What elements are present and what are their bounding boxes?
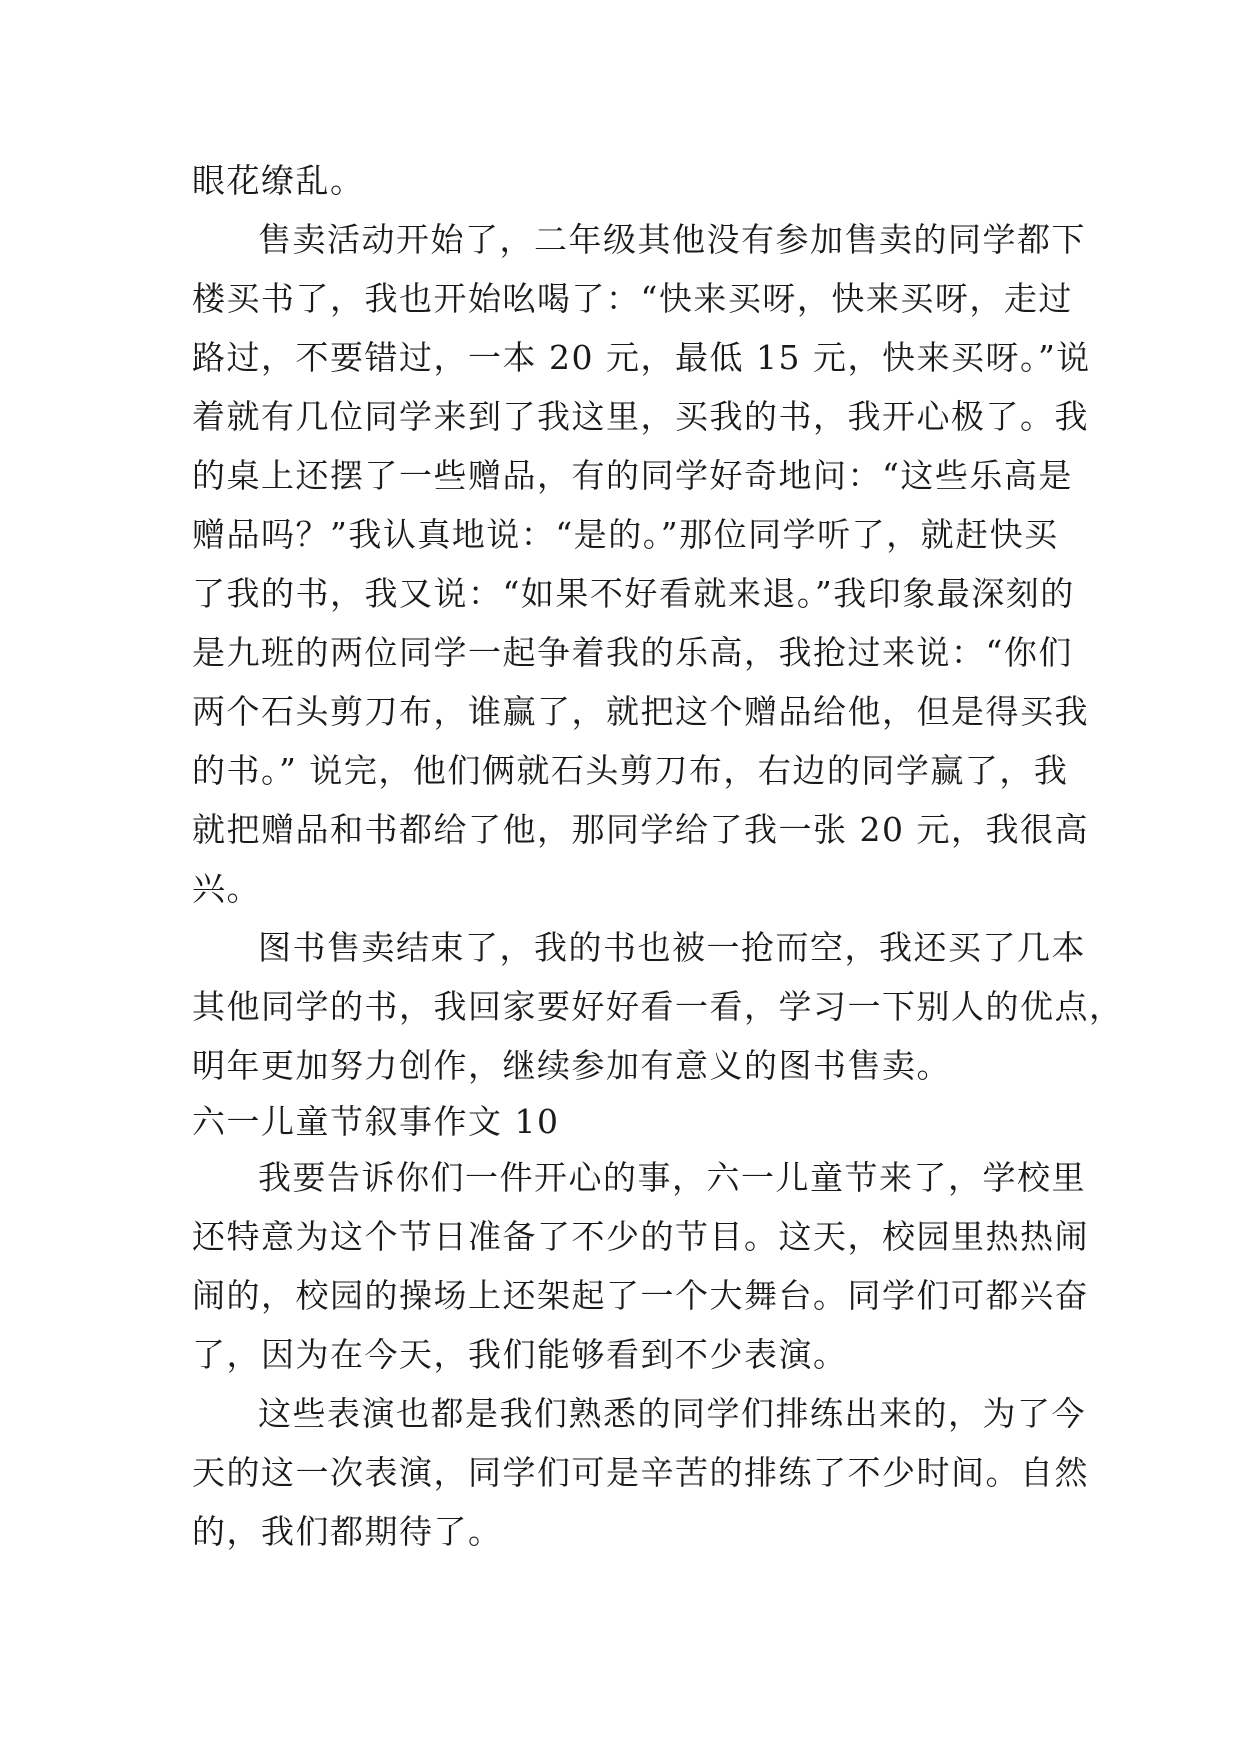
text-line: 明年更加努力创作，继续参加有意义的图书售卖。	[192, 1046, 951, 1085]
text-line: 的书。” 说完，他们俩就石头剪刀布，右边的同学赢了，我	[192, 751, 1069, 790]
paragraph-first-line: 图书售卖结束了，我的书也被一抢而空，我还买了几本	[258, 928, 1086, 967]
text-line: 赠品吗？”我认真地说：“是的。”那位同学听了，就赶快买	[192, 515, 1059, 554]
text-line: 两个石头剪刀布，谁赢了，就把这个赠品给他，但是得买我	[192, 692, 1089, 731]
text-line: 眼花缭乱。	[192, 161, 365, 200]
text-line: 了我的书，我又说：“如果不好看就来退。”我印象最深刻的	[192, 574, 1075, 613]
text-line: 还特意为这个节日准备了不少的节目。这天，校园里热热闹	[192, 1217, 1089, 1256]
text-line: 是九班的两位同学一起争着我的乐高，我抢过来说：“你们	[192, 633, 1073, 672]
text-line: 了，因为在今天，我们能够看到不少表演。	[192, 1335, 848, 1374]
text-line: 楼买书了，我也开始吆喝了：“快来买呀，快来买呀，走过	[192, 279, 1073, 318]
paragraph-first-line: 我要告诉你们一件开心的事，六一儿童节来了，学校里	[258, 1158, 1086, 1197]
text-line: 天的这一次表演，同学们可是辛苦的排练了不少时间。自然	[192, 1453, 1089, 1492]
paragraph-first-line: 这些表演也都是我们熟悉的同学们排练出来的，为了今	[258, 1394, 1086, 1433]
text-line: 的桌上还摆了一些赠品，有的同学好奇地问：“这些乐高是	[192, 456, 1073, 495]
text-line: 闹的，校园的操场上还架起了一个大舞台。同学们可都兴奋	[192, 1276, 1089, 1315]
text-line: 的，我们都期待了。	[192, 1512, 503, 1551]
text-line: 着就有几位同学来到了我这里，买我的书，我开心极了。我	[192, 397, 1089, 436]
text-line: 就把赠品和书都给了他，那同学给了我一张 20 元，我很高	[192, 810, 1089, 849]
text-line: 其他同学的书，我回家要好好看一看，学习一下别人的优点，	[192, 987, 1124, 1026]
paragraph-first-line: 售卖活动开始了，二年级其他没有参加售卖的同学都下	[258, 220, 1086, 259]
section-heading: 六一儿童节叙事作文 10	[192, 1102, 560, 1141]
text-line: 路过，不要错过，一本 20 元，最低 15 元，快来买呀。”说	[192, 338, 1091, 377]
text-line: 兴。	[192, 869, 261, 908]
